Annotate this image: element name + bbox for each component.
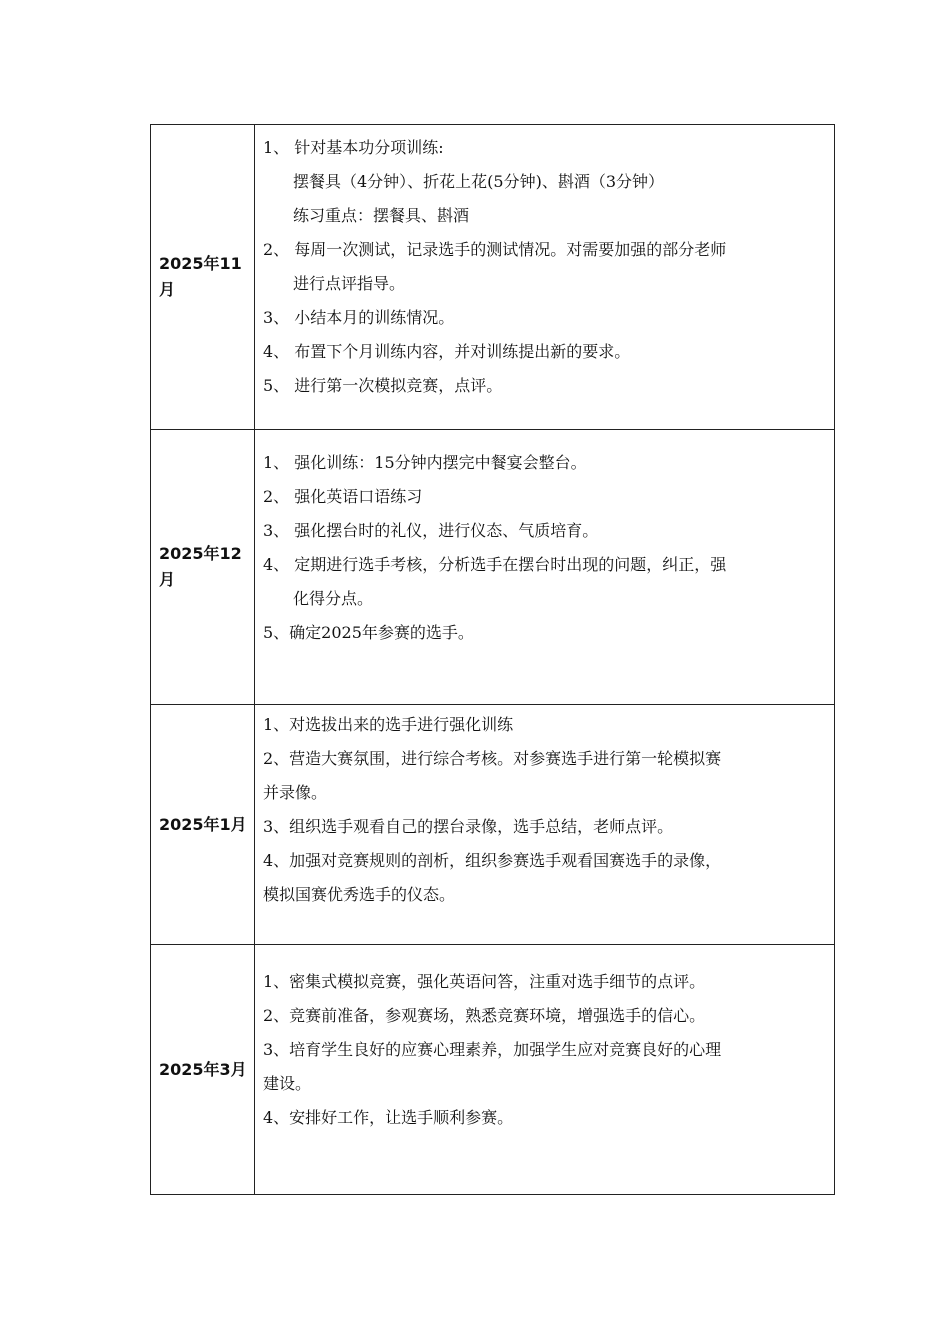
list-item: 1、对选拔出来的选手进行强化训练 [263,715,514,734]
content-cell [255,125,835,430]
list-item: 2、竞赛前准备，参观赛场，熟悉竞赛环境，增强选手的信心。 [263,1006,706,1025]
content-cell [255,430,835,705]
table-row [151,125,835,430]
list-item: 化得分点。 [293,589,374,608]
list-item: 2、 强化英语口语练习 [263,487,423,506]
list-item: 模拟国赛优秀选手的仪态。 [263,885,456,904]
training-plan-table [150,124,835,1195]
list-item: 摆餐具（4分钟）、折花上花(5分钟)、斟酒（3分钟） [293,172,665,191]
list-item: 3、培育学生良好的应赛心理素养，加强学生应对竞赛良好的心理 [263,1040,722,1059]
list-item: 3、组织选手观看自己的摆台录像，选手总结，老师点评。 [263,817,674,836]
content-cell [255,705,835,945]
month-cell: 2025年1月 [151,705,255,945]
list-item: 4、 定期进行选手考核，分析选手在摆台时出现的问题，纠正，强 [263,555,727,574]
list-item: 3、 强化摆台时的礼仪，进行仪态、气质培育。 [263,521,599,540]
list-item: 练习重点：摆餐具、斟酒 [293,206,470,225]
list-item: 2、 每周一次测试，记录选手的测试情况。对需要加强的部分老师 [263,240,727,259]
list-item: 4、 布置下个月训练内容，并对训练提出新的要求。 [263,342,631,361]
list-item: 4、加强对竞赛规则的剖析，组织参赛选手观看国赛选手的录像， [263,851,722,870]
table-row [151,705,835,945]
month-cell: 2025年3月 [151,945,255,1195]
month-cell: 2025年12月 [151,430,255,705]
table-row [151,430,835,705]
list-item: 1、 针对基本功分项训练: [263,138,444,157]
list-item: 3、 小结本月的训练情况。 [263,308,455,327]
list-item: 4、安排好工作，让选手顺利参赛。 [263,1108,514,1127]
list-item: 1、 强化训练：15分钟内摆完中餐宴会整台。 [263,453,587,472]
list-item: 1、密集式模拟竞赛，强化英语问答，注重对选手细节的点评。 [263,972,706,991]
content-cell [255,945,835,1195]
list-item: 5、 进行第一次模拟竞赛，点评。 [263,376,503,395]
month-cell: 2025年11月 [151,125,255,430]
list-item: 建设。 [263,1074,312,1093]
list-item: 2、营造大赛氛围，进行综合考核。对参赛选手进行第一轮模拟赛 [263,749,722,768]
table-row [151,945,835,1195]
list-item: 进行点评指导。 [293,274,406,293]
list-item: 并录像。 [263,783,328,802]
list-item: 5、确定2025年参赛的选手。 [263,623,474,642]
